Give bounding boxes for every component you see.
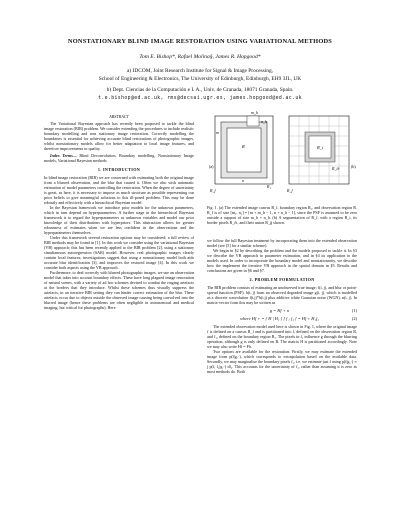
label-mh: m_h (251, 110, 258, 115)
intro-heading: 1. INTRODUCTION (97, 167, 141, 172)
label-a: (a) (209, 164, 214, 169)
equation-1-number: (1) (351, 308, 357, 313)
equation-1-body: g = Hf + n (269, 308, 289, 313)
observation-region (227, 128, 261, 172)
equation-2 (207, 316, 357, 321)
index-terms (44, 153, 194, 163)
label-rdi: R_∂i (332, 166, 340, 171)
label-n: n (242, 178, 244, 183)
intro-paragraph-3: Under this framework several restoration options may be considered; a full review of BIR methods may be found in [1]. In this work we consider using the variational Bayesian (VB) approach; this has been recently applied to the BIR problem [2], using a stationary simultaneous autoregression (SAR) model. However, real photographic images clearly contain local features; investigations suggest that using a nonstationary model both aids accurate blur identification [3], and improves the restored image [4]. In this work we consider both aspects using the VB approach. (44, 235, 194, 270)
author-list: Tom E. Bishop*, Rafael Molina§, James R. Hopgood* (139, 54, 261, 60)
equation-2-number: (2) (351, 316, 357, 321)
label-r: R (242, 144, 245, 149)
problem-paragraph-2: The extended observation model used here is shown in Fig. 1, where the original image f is defined on a canvas R_f and is partitioned into f, defined on the observation region R, and f₁, defined on the boundary region R₁. The pixels in f₁ influence g through the blurring operation, although g is only defined on R. The matrix H is partitioned accordingly. Note we may also write Hf = Fh. (207, 324, 357, 349)
intro-paragraph-4: Furthermore, to deal correctly with blurred photographic images, we use an observation model that takes into account boundary effects. These have long plagued image restoration of natural scenes, with a variety of ad hoc schemes devised to combat the ringing artefacts at the borders that they introduce. Whilst these schemes thus visually suppress the artefacts, in an iterative BIR setting they can hinder correct estimation of the blur. These artefacts occur due to objects outside the observed image causing being convolved into the blurred image (hence these problems are often negligible in astronomical and medical imaging, but critical for photographs). Here (44, 270, 194, 310)
intro-paragraph-2: In the Bayesian framework we introduce prior models for the unknown parameters, which in turn depend on hyperparameters. A further stage in the hierarchical Bayesian framework is to regard the hyperparameters as unknown variables and model our prior knowledge of their distributions with hyperpriors. This abstraction allows for greater robustness of estimates when we are less confident in the observations and the hyperparameters themselves. (44, 205, 194, 235)
equation-2-body: where Hf + = [ H | H₁ ] [ f ; f₁ ] = Hf + H₁f₁ (240, 316, 319, 321)
left-column (44, 112, 194, 310)
author-emails: t.e.bishop@ed.ac.uk, rms@decsai.ugr.es, james.hopgood@ed.ac.uk (98, 96, 302, 101)
label-rf: R_f (210, 188, 216, 193)
equation-1 (207, 308, 357, 313)
problem-paragraph-1: The BIR problem consists of estimating an unobserved true image; f(i, j), and blur or point-spread function (PSF), h(i, j) from an observed degraded image g(i, j), which is modelled as a discrete convolution f(i,j)*h(i,j) plus additive white Gaussian noise (WGN), n(i, j). In matrix-vector form this may be written as (207, 285, 357, 305)
right-paragraph-1: we follow the full Bayesian treatment by incorporating them into the extended observation model (see [5] for a similar scheme). (207, 238, 357, 248)
label-r1: R₁ (267, 184, 271, 189)
label-rf-b: R_f (287, 188, 293, 193)
label-nh: n_h (261, 119, 267, 124)
abstract-text: The Variational Bayesian approach has recently been proposed to tackle the blind image restoration (BIR) problem. We consider extending the procedures to include realistic boundary modelling and non stationary image restoration. Correctly modelling the boundaries is essential for achieving accurate blind restorations of photographic images, whilst nonstationary models allow for better adaptation to local image features, and therefore improvements in quality. (44, 121, 194, 151)
label-m: m (216, 130, 219, 135)
affiliation-a-line2: School of Engineering & Electronics, The University of Edinburgh, Edinburgh, EH9 3JL, UK (98, 76, 302, 82)
right-column (207, 238, 357, 374)
figure-1-caption: Fig. 1. (a) The extended image canvas R_f, boundary region R₁, and observation region R. R_f is of size [m₁, n₁] = [m + m_h − 1, n + n_h − 1], since the PSF is assumed to be zero outside a support of size m_h × n_h. (b) A segmentation of R_f, with a region R_i, its border pixels R_∂i, and their union R_ḡ shown. (207, 205, 357, 225)
psf-support (247, 116, 259, 126)
label-ri: R_i (317, 145, 324, 150)
abstract-heading: ABSTRACT (109, 114, 129, 119)
problem-heading: 2. PROBLEM FORMULATION (249, 277, 315, 282)
affiliation-a-line1: a) IDCOM, Joint Research Institute for Signal & Image Processing, (127, 68, 273, 74)
figure-1 (207, 108, 357, 193)
label-b: (b) (351, 164, 356, 169)
index-terms-label: Index Terms— (50, 153, 77, 158)
affiliation-b: b) Dept. Ciencias de la Computación e I. A., Univ. de Granada, 18071 Granada, Spain. (106, 87, 294, 93)
right-paragraph-2: We begin in §2 by describing the problem and the models proposed to tackle it. In §3 we describe the VB approach to parameter estimation, and in §4 its application to the models used. In order to incorporate the boundary model and nonstationarity, we describe how the implement the iterative VB approach in the spatial domain in §5. Results and conclusions are given in §6 and §7. (207, 248, 357, 273)
figure-1-diagram (207, 108, 357, 208)
index-terms-text: Blind Deconvolution, Boundary modelling, Nonstationary Image models, Variational Bayesian methods (44, 153, 194, 163)
paper-title: NONSTATIONARY BLIND IMAGE RESTORATION USING VARIATIONAL METHODS (67, 38, 333, 45)
intro-paragraph-1: In blind image restoration (BIR) we are concerned with estimating both the original image from a blurred observation, and the blur that caused it. Often we also wish automatic estimation of model parameters controlling the restoration. When the degree of uncertainty is great, as here, it is necessary to impose as much structure as possible representing our prior beliefs to give meaningful solutions to this ill-posed problem. This may be done robustly and effectively with a hierarchical Bayesian model. (44, 175, 194, 205)
problem-paragraph-3: Two options are available for the restoration. Firstly, we may estimate the extended image from p(f|g,·), which corresponds to extrapolation based on the available data. Secondly, we may marginalise the boundary pixels f₁, i.e. we estimate just f using p(f|g,·) ∝ ∫ p(f, f₁|g,·) df₁. This accounts for the uncertainty of f₁, rather than assuming it is zero as most methods do. Both (207, 349, 357, 374)
